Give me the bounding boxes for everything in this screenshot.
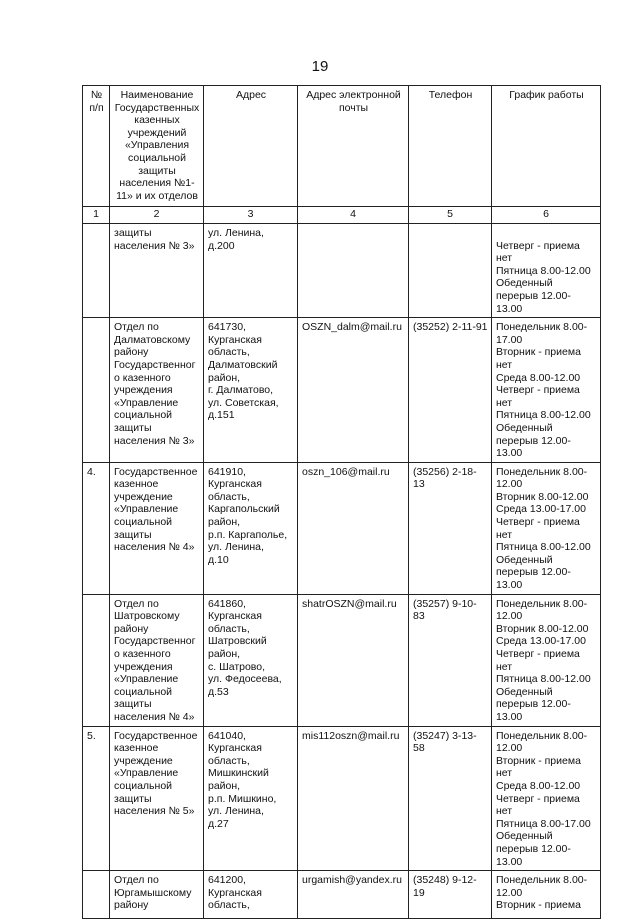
column-number-row bbox=[83, 207, 601, 224]
row-number: 4. bbox=[83, 462, 110, 594]
table-row bbox=[83, 318, 601, 463]
header-email: Адрес электронной почты bbox=[298, 86, 409, 207]
header-number: № п/п bbox=[83, 86, 110, 207]
row-number: 5. bbox=[83, 726, 110, 871]
row-number bbox=[83, 871, 110, 919]
institution-name: Отдел по Далматовскому району Государственного казенного учреждения «Управление социальной защиты населения № 3» bbox=[110, 318, 204, 463]
institution-address: ул. Ленина, д.200 bbox=[204, 224, 298, 318]
table-row bbox=[83, 462, 601, 594]
column-number: 6 bbox=[492, 207, 601, 224]
table-row bbox=[83, 224, 601, 318]
institution-address: 641910, Курганская область, Каргапольский район, р.п. Каргаполье, ул. Ленина, д.10 bbox=[204, 462, 298, 594]
column-number: 5 bbox=[409, 207, 492, 224]
table-row bbox=[83, 726, 601, 871]
institution-email: mis112oszn@mail.ru bbox=[298, 726, 409, 871]
institution-address: 641730, Курганская область, Далматовский район, г. Далматово, ул. Советская, д.151 bbox=[204, 318, 298, 463]
table-row bbox=[83, 594, 601, 726]
institution-name: Государственное казенное учреждение «Управление социальной защиты населения № 4» bbox=[110, 462, 204, 594]
institution-schedule: Понедельник 8.00-12.00 Вторник - приема нет Среда 8.00-12.00 Четверг - приема нет Пятница 8.00-17.00 Обеденный перерыв 12.00-13.00 bbox=[492, 726, 601, 871]
institution-schedule: Понедельник 8.00-17.00 Вторник - приема нет Среда 8.00-12.00 Четверг - приема нет Пятница 8.00-12.00 Обеденный перерыв 12.00-13.00 bbox=[492, 318, 601, 463]
institution-phone: (35257) 9-10-83 bbox=[409, 594, 492, 726]
header-address: Адрес bbox=[204, 86, 298, 207]
row-number bbox=[83, 224, 110, 318]
column-number: 3 bbox=[204, 207, 298, 224]
institution-phone: (35247) 3-13-58 bbox=[409, 726, 492, 871]
institution-schedule: Четверг - приема нет Пятница 8.00-12.00 Обеденный перерыв 12.00-13.00 bbox=[492, 224, 601, 318]
institution-name: Государственное казенное учреждение «Управление социальной защиты населения № 5» bbox=[110, 726, 204, 871]
institution-name: Отдел по Юргамышскому району bbox=[110, 871, 204, 919]
header-institution-name: Наименование Государственных казенных учреждений «Управления социальной защиты населения №1-11» и их отделов bbox=[110, 86, 204, 207]
page-number: 19 bbox=[311, 58, 329, 75]
institutions-table bbox=[82, 85, 601, 919]
institution-schedule: Понедельник 8.00-12.00 Вторник 8.00-12.00 Среда 13.00-17.00 Четверг - приема нет Пятница 8.00-12.00 Обеденный перерыв 12.00-13.00 bbox=[492, 462, 601, 594]
institution-email: urgamish@yandex.ru bbox=[298, 871, 409, 919]
table-row bbox=[83, 871, 601, 919]
header-schedule: График работы bbox=[492, 86, 601, 207]
institution-phone bbox=[409, 224, 492, 318]
institution-address: 641040, Курганская область, Мишкинский район, р.п. Мишкино, ул. Ленина, д.27 bbox=[204, 726, 298, 871]
column-number: 1 bbox=[83, 207, 110, 224]
column-number: 2 bbox=[110, 207, 204, 224]
institution-email: OSZN_dalm@mail.ru bbox=[298, 318, 409, 463]
institution-name: защиты населения № 3» bbox=[110, 224, 204, 318]
institution-email bbox=[298, 224, 409, 318]
institution-email: oszn_106@mail.ru bbox=[298, 462, 409, 594]
institution-phone: (35248) 9-12-19 bbox=[409, 871, 492, 919]
column-number: 4 bbox=[298, 207, 409, 224]
institution-email: shatrOSZN@mail.ru bbox=[298, 594, 409, 726]
row-number bbox=[83, 318, 110, 463]
row-number bbox=[83, 594, 110, 726]
institution-phone: (35252) 2-11-91 bbox=[409, 318, 492, 463]
institution-schedule: Понедельник 8.00-12.00 Вторник - приема bbox=[492, 871, 601, 919]
institution-name: Отдел по Шатровскому району Государственного казенного учреждения «Управление социальной защиты населения № 4» bbox=[110, 594, 204, 726]
institution-schedule: Понедельник 8.00-12.00 Вторник 8.00-12.00 Среда 13.00-17.00 Четверг - приема нет Пятница 8.00-12.00 Обеденный перерыв 12.00-13.00 bbox=[492, 594, 601, 726]
institution-address: 641200, Курганская область, bbox=[204, 871, 298, 919]
table-header-row bbox=[83, 86, 601, 207]
header-phone: Телефон bbox=[409, 86, 492, 207]
institution-phone: (35256) 2-18-13 bbox=[409, 462, 492, 594]
institution-address: 641860, Курганская область, Шатровский район, с. Шатрово, ул. Федосеева, д.53 bbox=[204, 594, 298, 726]
